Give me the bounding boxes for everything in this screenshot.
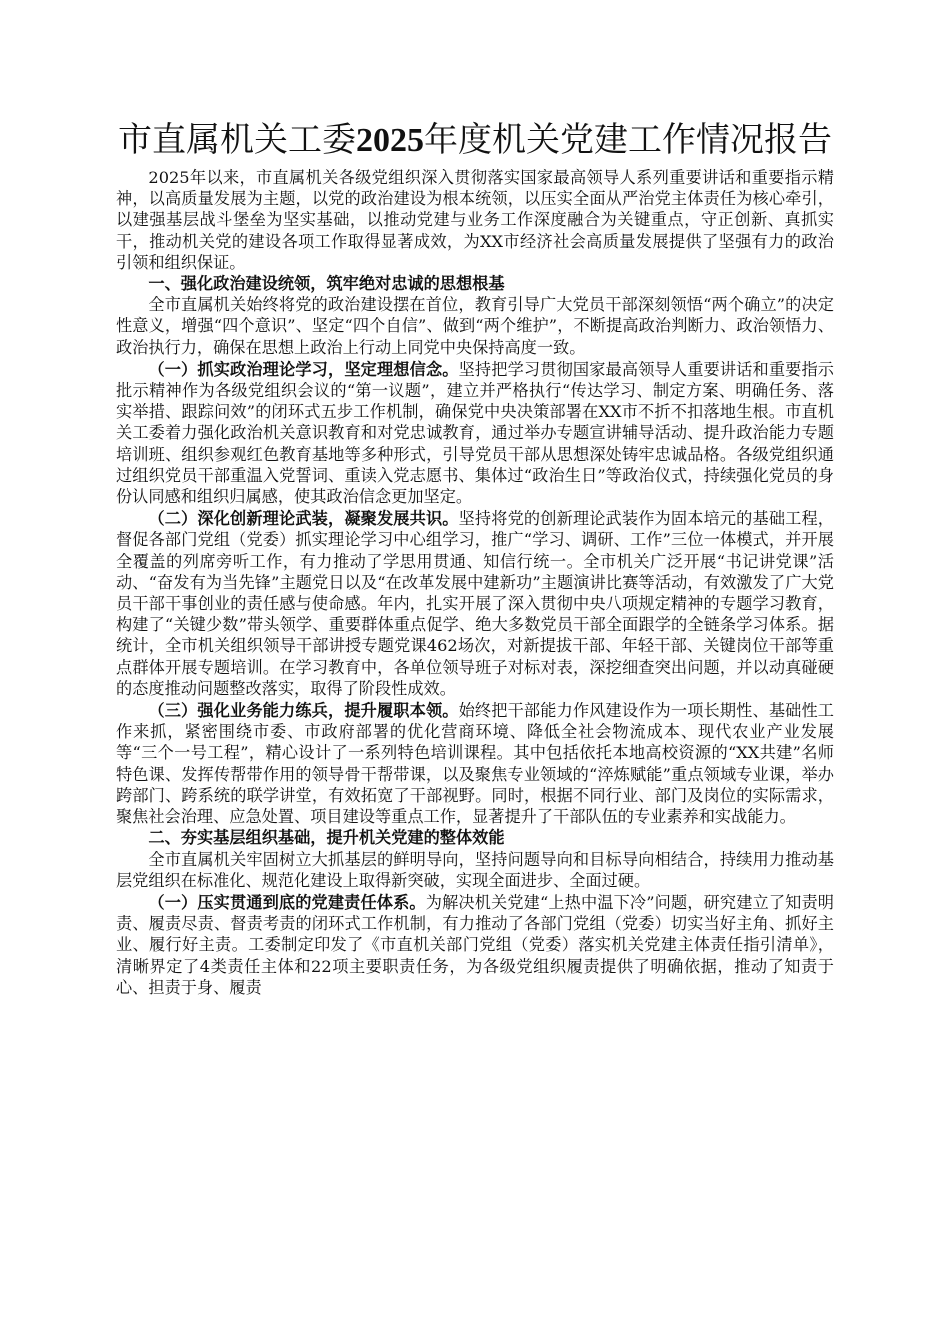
section-intro-1: 全市直属机关始终将党的政治建设摆在首位，教育引导广大党员干部深刻领悟“两个确立”的决定性意义，增强“四个意识”、坚定“四个自信”、做到“两个维护”，不断提高政治判断力、政治领悟力、政治执行力，确保在思想上政治上行动上同党中央保持高度一致。 bbox=[116, 295, 834, 357]
title-prefix: 市直属机关工委 bbox=[118, 120, 356, 160]
item-body: 为解决机关党建“上热中温下冷”问题，研究建立了知责明责、履责尽责、督责考责的闭环式工作机制，有力推动了各部门党组（党委）切实当好主角、抓好主业、履行好主责。工委制定印发了《市直机关部门党组（党委）落实机关党建主体责任指引清单》，清晰界定了4类责任主体和22项主要职责任务，为各级党组织履责提供了明确依据，推动了知责于心、担责于身、履责 bbox=[116, 892, 834, 997]
section-1-item-2 bbox=[116, 508, 834, 699]
section-1-item-1 bbox=[116, 359, 834, 507]
item-lead: （三）强化业务能力练兵，提升履职本领。 bbox=[148, 701, 459, 721]
section-heading-2: 二、夯实基层组织基础，提升机关党建的整体效能 bbox=[148, 828, 505, 848]
document-page bbox=[116, 118, 834, 998]
section-heading-1: 一、强化政治建设统领，筑牢绝对忠诚的思想根基 bbox=[148, 274, 505, 294]
item-lead: （一）抓实政治理论学习，坚定理想信念。 bbox=[148, 359, 459, 379]
title-year: 2025 bbox=[356, 122, 424, 159]
item-lead: （一）压实贯通到底的党建责任体系。 bbox=[148, 892, 426, 912]
title-suffix: 年度机关党建工作情况报告 bbox=[424, 120, 832, 160]
intro-paragraph: 2025年以来，市直属机关各级党组织深入贯彻落实国家最高领导人系列重要讲话和重要指示精神，以高质量发展为主题，以党的政治建设为根本统领，以压实全面从严治党主体责任为核心牵引，以建强基层战斗堡垒为坚实基础，以推动党建与业务工作深度融合为关键重点，守正创新、真抓实干，推动机关党的建设各项工作取得显著成效，为XX市经济社会高质量发展提供了坚强有力的政治引领和组织保证。 bbox=[116, 168, 834, 272]
section-2-item-1 bbox=[116, 892, 834, 998]
item-body: 坚持把学习贯彻国家最高领导人重要讲话和重要指示批示精神作为各级党组织会议的“第一议题”，建立并严格执行“传达学习、制定方案、明确任务、落实举措、跟踪问效”的闭环式五步工作机制，确保党中央决策部署在XX市不折不扣落地生根。市直机关工委着力强化政治机关意识教育和对党忠诚教育，通过举办专题宣讲辅导活动、提升政治能力专题培训班、组织参观红色教育基地等多种形式，引导党员干部从思想深处铸牢忠诚品格。各级党组织通过组织党员干部重温入党誓词、重读入党志愿书、集体过“政治生日”等政治仪式，持续强化党员的身份认同感和组织归属感，使其政治信念更加坚定。 bbox=[116, 359, 834, 507]
item-lead: （二）深化创新理论武装，凝聚发展共识。 bbox=[148, 509, 459, 529]
document-title bbox=[116, 118, 834, 163]
item-body: 始终把干部能力作风建设作为一项长期性、基础性工作来抓，紧密围绕市委、市政府部署的优化营商环境、降低全社会物流成本、现代农业产业发展等“三个一号工程”，精心设计了一系列特色培训课程。其中包括依托本地高校资源的“XX共建”名师特色课、发挥传帮带作用的领导骨干帮带课，以及聚焦专业领域的“淬炼赋能”重点领域专业课，举办跨部门、跨系统的联学讲堂，有效拓宽了干部视野。同时，根据不同行业、部门及岗位的实际需求，聚焦社会治理、应急处置、项目建设等重点工作，显著提升了干部队伍的专业素养和实战能力。 bbox=[116, 701, 834, 827]
section-intro-2: 全市直属机关牢固树立大抓基层的鲜明导向，坚持问题导向和目标导向相结合，持续用力推动基层党组织在标准化、规范化建设上取得新突破，实现全面进步、全面过硬。 bbox=[116, 849, 834, 890]
item-body: 坚持将党的创新理论武装作为固本培元的基础工程，督促各部门党组（党委）抓实理论学习中心组学习，推广“学习、调研、工作”三位一体模式，并开展全覆盖的列席旁听工作，有力推动了学思用贯通、知信行统一。全市机关广泛开展“书记讲党课”活动、“奋发有为当先锋”主题党日以及“在改革发展中建新功”主题演讲比赛等活动，有效激发了广大党员干部干事创业的责任感与使命感。年内，扎实开展了深入贯彻中央八项规定精神的专题学习教育，构建了“关键少数”带头领学、重要群体重点促学、绝大多数党员干部全面跟学的全链条学习体系。据统计，全市机关组织领导干部讲授专题党课462场次，对新提拔干部、年轻干部、关键岗位干部等重点群体开展专题培训。在学习教育中，各单位领导班子对标对表，深挖细查突出问题，并以动真碰硬的态度推动问题整改落实，取得了阶段性成效。 bbox=[116, 509, 834, 698]
section-1-item-3 bbox=[116, 700, 834, 827]
